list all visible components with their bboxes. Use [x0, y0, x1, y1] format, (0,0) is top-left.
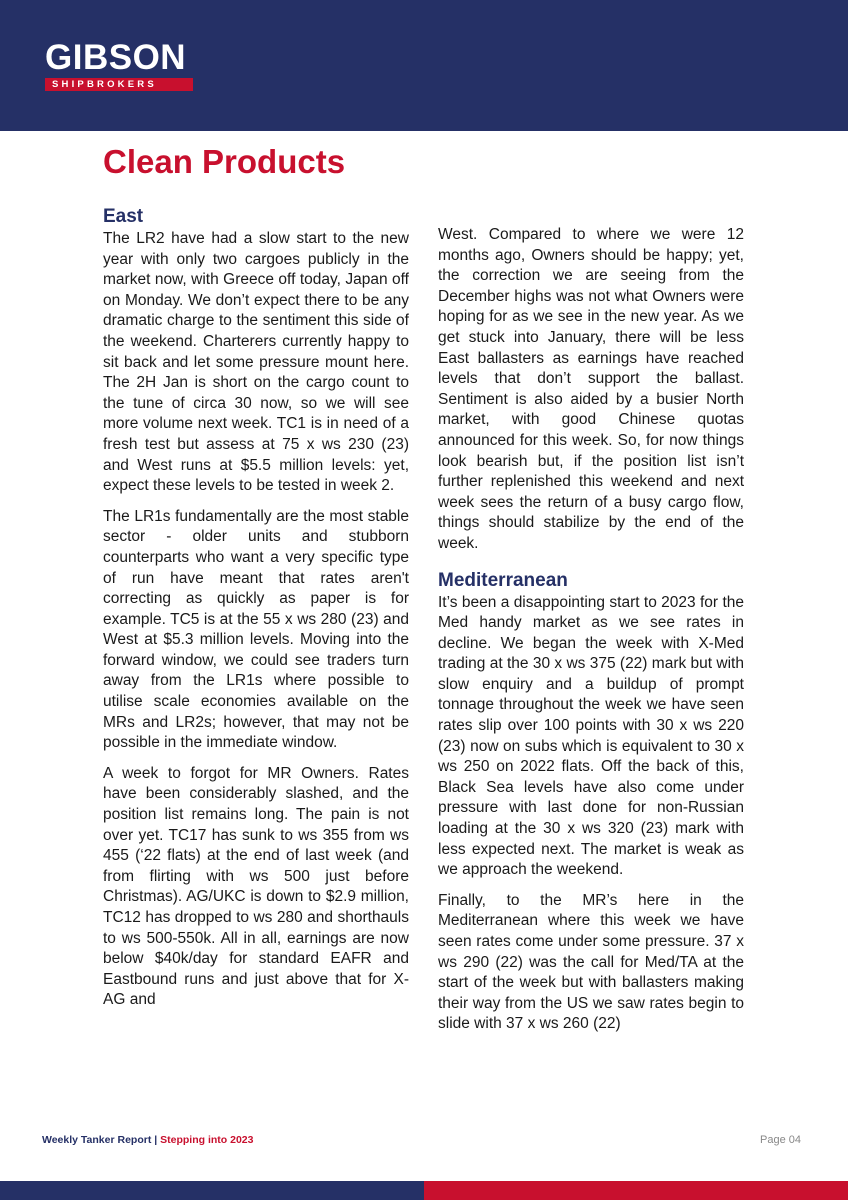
right-column [438, 225, 744, 1045]
page-title: Clean Products [103, 143, 346, 180]
paragraph-lr1: The LR1s fundamentally are the most stable sector - older units and stubborn counterparts who want a very specific type of run have meant that rates aren't correcting as quickly as paper is for example. TC5 is at the 55 x ws 280 (23) and West at $5.3 million levels. Moving into the forward window, we could see traders turn away from the LR1s where possible to utilise scale economies available on the MRs and LR2s; however, that may not be possible in the immediate window. [103, 507, 409, 752]
header-band [0, 0, 848, 131]
section-heading-east: East [103, 206, 144, 227]
footer-band-red [424, 1181, 848, 1200]
footer [42, 1134, 253, 1146]
footer-separator: | [154, 1134, 158, 1146]
paragraph-continuation: West. Compared to where we were 12 months ago, Owners should be happy; yet, the correction we are seeing from the December highs was not what Owners were hoping for as we see in the new year. As we get stuck into January, there will be less East ballasters as earnings have reached levels that don’t support the ballast. Sentiment is also aided by a busier North market, with good Chinese quotas announced for this week. So, for now things look bearish but, if the position list isn’t further replenished this weekend and next week sees the return of a busy cargo flow, things should stabilize by the end of the week. [438, 226, 744, 552]
gibson-logo [45, 38, 203, 91]
left-column [103, 205, 409, 1021]
paragraph-med-mr: Finally, to the MR’s here in the Mediterranean where this week we have seen rates come under some pressure. 37 x ws 290 (22) was the call for Med/TA at the start of the week but with ballasters making their way from the US we saw rates begin to slide with 37 x ws 260 (22) [438, 891, 744, 1033]
footer-report-name: Weekly Tanker Report [42, 1134, 152, 1146]
page-number: Page 04 [760, 1134, 801, 1146]
footer-issue-title: Stepping into 2023 [160, 1134, 254, 1146]
section-heading-mediterranean: Mediterranean [438, 569, 568, 591]
logo-wordmark: GIBSON [45, 38, 187, 77]
footer-band-blue [0, 1181, 424, 1200]
logo-tagline: SHIPBROKERS [45, 78, 193, 91]
paragraph-lr2: The LR2 have had a slow start to the new year with only two cargoes publicly in the market now, with Greece off today, Japan off on Monday. We don’t expect there to be any dramatic charge to the sentiment this side of the weekend. Charterers currently happy to sit back and let some pressure mount here. The 2H Jan is short on the cargo count to the tune of circa 30 now, so we will see more volume next week. TC1 is in need of a fresh test but assess at 75 x ws 230 (23) and West runs at $5.5 million levels: yet, expect these levels to be tested in week 2. [103, 230, 409, 495]
paragraph-med-handy: It’s been a disappointing start to 2023 for the Med handy market as we see rates in decline. We began the week with X-Med trading at the 30 x ws 375 (22) mark but with slow enquiry and a buildup of prompt tonnage throughout the week we have seen rates slip over 100 points with 30 x ws 220 (23) now on subs which is equivalent to 30 x ws 250 on 2022 flats. Off the back of this, Black Sea levels have also come under pressure with last done for non-Russian loading at the 30 x ws 320 (23) mark with less expected next. The market is weak as we approach the weekend. [438, 593, 744, 879]
paragraph-mr: A week to forgot for MR Owners. Rates have been considerably slashed, and the position list remains long. The pain is not over yet. TC17 has sunk to ws 355 from ws 455 (‘22 flats) at the end of last week (and from flirting with ws 500 just before Christmas). AG/UKC is down to $2.9 million, TC12 has dropped to ws 280 and shorthauls to ws 500-550k. All in all, earnings are now below $40k/day for standard EAFR and Eastbound runs and just above that for X-AG and [103, 764, 409, 1009]
